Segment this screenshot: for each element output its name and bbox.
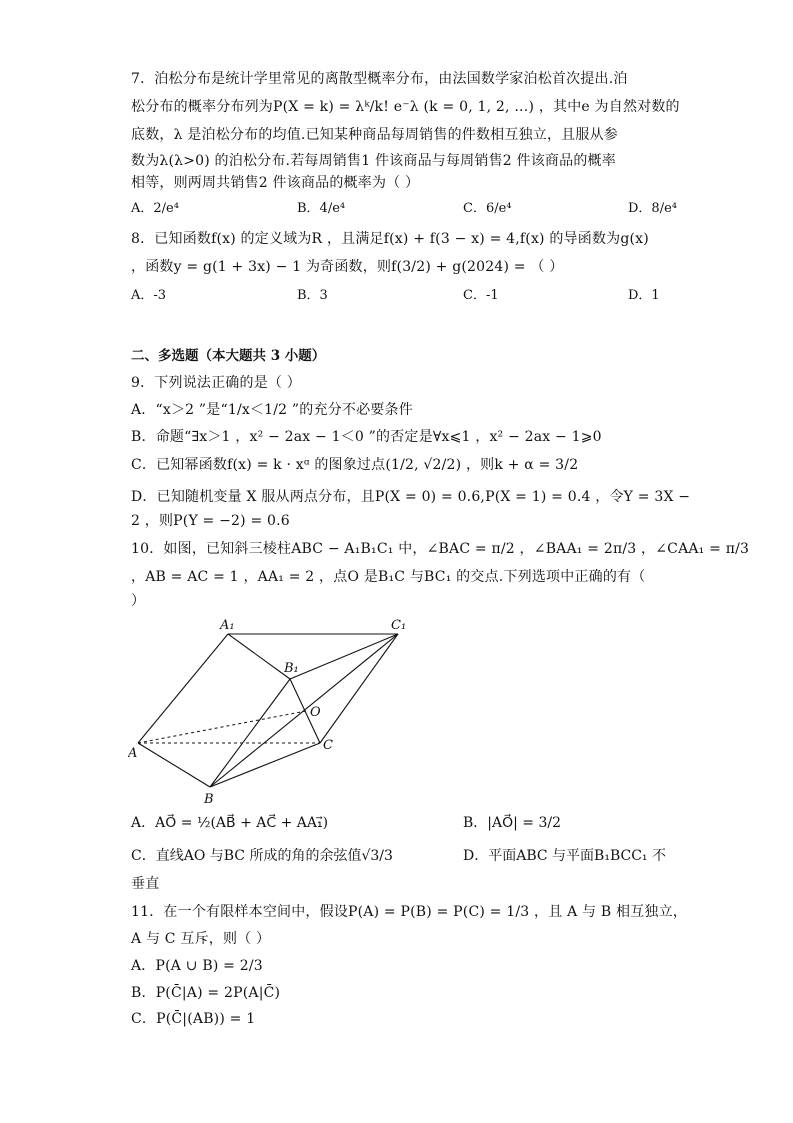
q7-option-b[interactable]: B．4/e⁴ [297, 201, 346, 216]
label-c: C [323, 738, 333, 753]
q7-line-3: 底数，λ 是泊松分布的均值.已知某种商品每周销售的件数相互独立，且服从参 [131, 127, 618, 143]
q7-line-4: 数为λ(λ>0) 的泊松分布.若每周销售1 件该商品与每周销售2 件该商品的概率 [131, 153, 616, 169]
label-a: A [128, 746, 138, 761]
q10-line-3: ） [131, 593, 146, 609]
q7-option-a[interactable]: A．2/e⁴ [131, 201, 179, 216]
label-c1: C₁ [391, 618, 407, 633]
prism-figure [128, 612, 428, 807]
q8-option-b[interactable]: B．3 [297, 288, 328, 303]
label-b: B [204, 792, 214, 807]
q11-option-c[interactable]: C．P(C̄|(AB)) = 1 [131, 1011, 256, 1027]
q8-option-d[interactable]: D．1 [628, 288, 660, 303]
q11-option-b[interactable]: B．P(C̄|A) = 2P(A|C̄) [131, 985, 281, 1001]
q8-option-c[interactable]: C．-1 [463, 288, 499, 303]
label-b1: B₁ [284, 661, 299, 676]
edge-a1-b1 [228, 634, 290, 679]
q7-option-d[interactable]: D．8/e⁴ [628, 201, 677, 216]
q7-line-2: 松分布的概率分布列为P(X = k) = λᵏ/k! e⁻λ (k = 0, 1, 2, …) ，其中e 为自然对数的 [131, 99, 680, 115]
q9-option-b[interactable]: B．命题“∃x＞1 ，x² − 2ax − 1＜0 ”的否定是∀x⩽1 ，x² − 2ax − 1⩾0 [131, 429, 602, 445]
q10-option-b[interactable]: B．|AO⃗| = 3/2 [463, 815, 562, 831]
q7-option-c[interactable]: C．6/e⁴ [463, 201, 512, 216]
q10-option-d[interactable]: D．平面ABC 与平面B₁BCC₁ 不 [463, 848, 666, 864]
q7-line-5: 相等，则两周共销售2 件该商品的概率为（ ） [131, 175, 420, 191]
q10-option-c[interactable]: C．直线AO 与BC 所成的角的余弦值√3/3 [131, 848, 393, 864]
label-o: O [310, 705, 321, 720]
q9-option-d-line-2[interactable]: 2 ，则P(Y = −2) = 0.6 [131, 513, 290, 529]
q10-line-1: 10．如图，已知斜三棱柱ABC − A₁B₁C₁ 中，∠BAC = π/2 ，∠BAA₁ = 2π/3 ，∠CAA₁ = π/3 [131, 541, 750, 557]
q11-option-a[interactable]: A．P(A ∪ B) = 2/3 [131, 958, 263, 974]
q10-option-a[interactable]: A．AO⃗ = ½(AB⃗ + AC⃗ + AA₁⃗) [131, 815, 329, 831]
q11-line-1: 11．在一个有限样本空间中，假设P(A) = P(B) = P(C) = 1/3 ，且 A 与 B 相互独立， [131, 904, 688, 920]
q10-line-2: ，AB = AC = 1 ，AA₁ = 2 ，点O 是B₁C 与BC₁ 的交点.下列选项中正确的有（ [131, 569, 646, 585]
q9-stem: 9．下列说法正确的是（ ） [131, 375, 301, 391]
q7-line-1: 7．泊松分布是统计学里常见的离散型概率分布，由法国数学家泊松首次提出.泊 [131, 71, 628, 87]
q8-line-1: 8．已知函数f(x) 的定义域为R ，且满足f(x) + f(3 − x) = 4,f(x) 的导函数为g(x) [131, 231, 649, 247]
edge-b-c1 [210, 634, 398, 787]
hidden-segment-a-o [138, 711, 306, 743]
q9-option-d-line-1[interactable]: D．已知随机变量 X 服从两点分布，且P(X = 0) = 0.6,P(X = 1) = 0.4 ，令Y = 3X − [131, 489, 691, 505]
edge-a-b [138, 743, 210, 787]
edge-a1-a [138, 634, 228, 743]
q8-line-2: ，函数y = g(1 + 3x) − 1 为奇函数，则f(3/2) + g(2024) = （ ） [131, 259, 564, 275]
q9-option-a[interactable]: A．“x＞2 ”是“1/x＜1/2 ”的充分不必要条件 [131, 402, 413, 418]
q11-line-2: A 与 C 互斥，则（ ） [131, 931, 271, 947]
label-a1: A₁ [220, 618, 235, 633]
q8-option-a[interactable]: A．-3 [131, 288, 167, 303]
q10-option-d-continued: 垂直 [131, 876, 160, 892]
q9-option-c[interactable]: C．已知幂函数f(x) = k · xᵅ 的图象过点(1/2, √2/2) ，则k + α = 3/2 [131, 457, 579, 473]
section-heading-multiple-choice: 二、多选题（本大题共 3 小题） [131, 348, 326, 364]
